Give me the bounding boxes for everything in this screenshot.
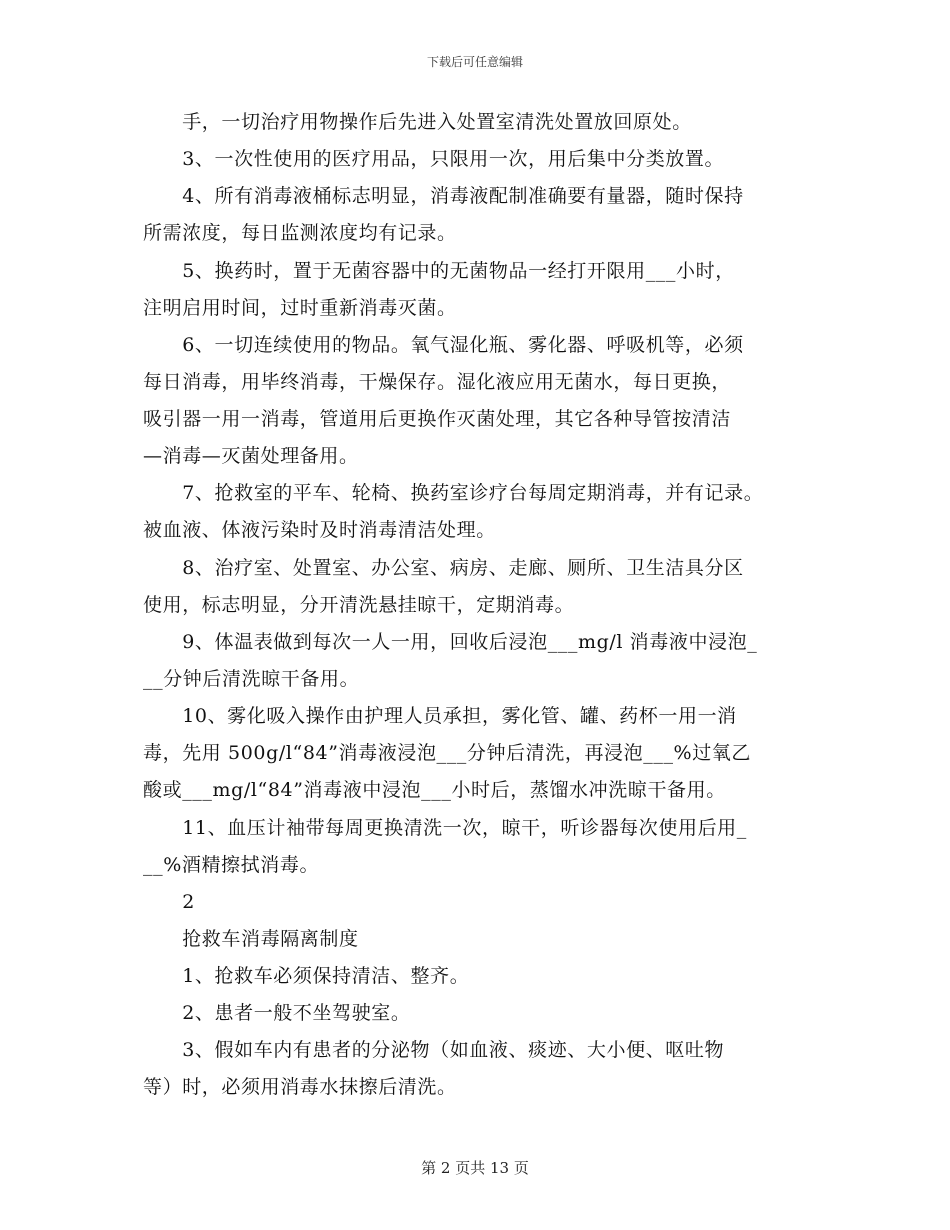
page-footer: 第 2 页共 13 页 [421, 1159, 529, 1177]
text-line: __%酒精擦拭消毒。 [143, 854, 320, 876]
text-line: 每日消毒，用毕终消毒，干燥保存。湿化液应用无菌水，每日更换， [143, 371, 732, 393]
text-line: 1、抢救车必须保持清洁、整齐。 [143, 965, 470, 987]
text-line: 2 [143, 891, 195, 913]
text-line: 8、治疗室、处置室、办公室、病房、走廊、厕所、卫生洁具分区 [143, 557, 744, 579]
text-line: 7、抢救室的平车、轮椅、换药室诊疗台每周定期消毒，并有记录。 [143, 482, 764, 504]
text-line: 吸引器一用一消毒，管道用后更换作灭菌处理，其它各种导管按清洁 [143, 408, 732, 430]
text-line: 毒，先用 500g/l“84”消毒液浸泡___分钟后清洗，再浸泡___%过氧乙 [143, 742, 752, 764]
text-line: 3、假如车内有患者的分泌物（如血液、痰迹、大小便、呕吐物 [143, 1039, 725, 1061]
text-line: __分钟后清洗晾干备用。 [143, 668, 360, 690]
text-line: 4、所有消毒液桶标志明显，消毒液配制准确要有量器，随时保持 [143, 185, 744, 207]
text-line: 3、一次性使用的医疗用品，只限用一次，用后集中分类放置。 [143, 148, 725, 170]
text-line: 被血液、体液污染时及时消毒清洁处理。 [143, 519, 496, 541]
text-line: 等）时，必须用消毒水抹擦后清洗。 [143, 1076, 457, 1098]
text-line: 注明启用时间，过时重新消毒灭菌。 [143, 297, 457, 319]
text-line: 使用，标志明显，分开清洗悬挂晾干，定期消毒。 [143, 594, 575, 616]
text-line: 6、一切连续使用的物品。氧气湿化瓶、雾化器、呼吸机等，必须 [143, 334, 744, 356]
section-title: 抢救车消毒隔离制度 [143, 928, 359, 950]
page-header: 下载后可任意编辑 [426, 55, 523, 69]
text-line: 10、雾化吸入操作由护理人员承担，雾化管、罐、药杯一用一消 [143, 705, 737, 727]
text-line: 手，一切治疗用物操作后先进入处置室清洗处置放回原处。 [143, 111, 692, 133]
text-line: —消毒—灭菌处理备用。 [143, 445, 359, 467]
text-line: 9、体温表做到每次一人一用，回收后浸泡___mg/l 消毒液中浸泡_ [143, 631, 758, 653]
text-line: 酸或___mg/l“84”消毒液中浸泡___小时后，蒸馏水冲洗晾干备用。 [143, 779, 726, 801]
text-line: 5、换药时，置于无菌容器中的无菌物品一经打开限用___小时， [143, 260, 735, 282]
text-line: 11、血压计袖带每周更换清洗一次，晾干，听诊器每次使用后用_ [143, 817, 747, 839]
text-line: 2、患者一般不坐驾驶室。 [143, 1002, 411, 1024]
text-line: 所需浓度，每日监测浓度均有记录。 [143, 222, 457, 244]
